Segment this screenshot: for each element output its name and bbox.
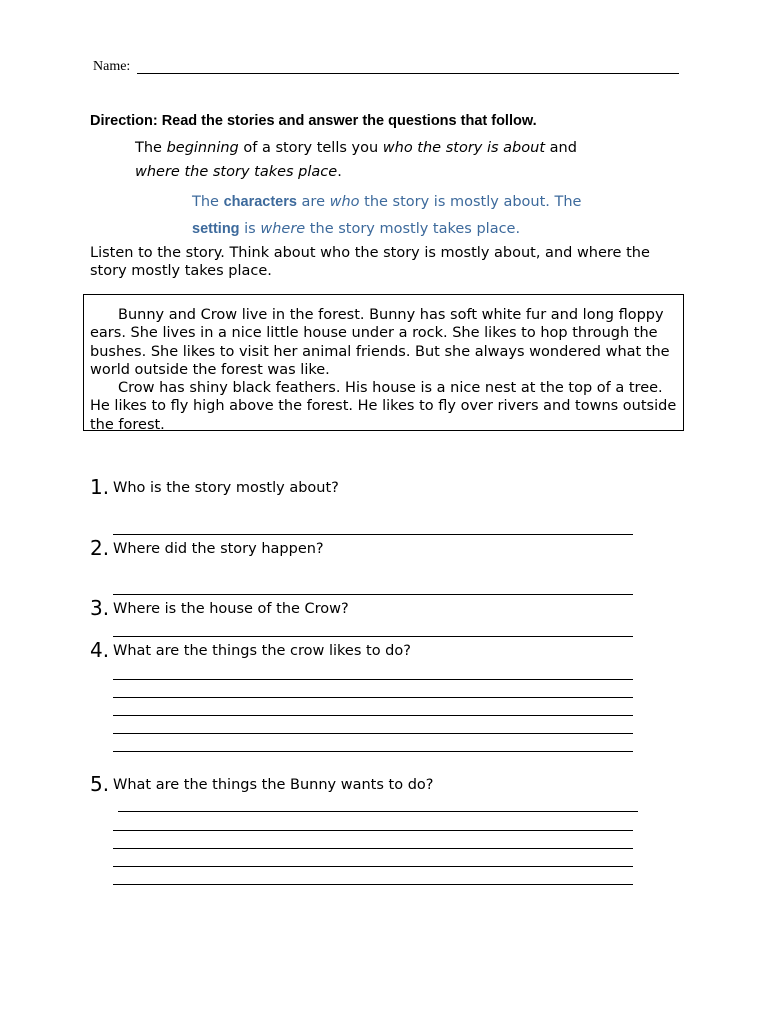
name-row xyxy=(93,58,693,78)
definition-setting xyxy=(192,216,652,243)
intro-text-segment: . xyxy=(337,164,342,180)
answer-line-4b[interactable] xyxy=(113,697,633,698)
intro-emphasis-who: who the story is about xyxy=(382,140,546,156)
definition-emphasis-who: who xyxy=(329,194,360,210)
intro-line-1 xyxy=(135,136,595,160)
intro-emphasis-beginning: beginning xyxy=(166,140,239,156)
answer-line-4e[interactable] xyxy=(113,751,633,752)
intro-emphasis-where: where the story takes place xyxy=(135,164,338,180)
question-number-1: 1. xyxy=(90,475,110,499)
intro-text xyxy=(135,136,595,184)
term-setting: setting xyxy=(192,221,240,237)
direction-heading: Direction: Read the stories and answer the questions that follow. xyxy=(90,113,537,129)
definition-emphasis-where: where xyxy=(260,221,306,237)
story-paragraph-2: Crow has shiny black feathers. His house is a nice nest at the top of a tree. He likes to fly high above the forest. He likes to fly over rivers and towns outside the forest. xyxy=(90,380,677,433)
definition-text-segment: the story is mostly about. The xyxy=(359,194,582,210)
definitions-block xyxy=(192,189,652,243)
question-text-4: What are the things the crow likes to do? xyxy=(113,643,411,659)
answer-line-5c[interactable] xyxy=(113,848,633,849)
intro-text-segment: and xyxy=(545,140,577,156)
definition-text-segment: The xyxy=(192,194,224,210)
answer-line-5d[interactable] xyxy=(113,866,633,867)
story-paragraph-1: Bunny and Crow live in the forest. Bunny has soft white fur and long floppy ears. She lives in a nice little house under a rock. She likes to hop through the bushes. She likes to visit her animal friends. But she always wondered what the world outside the forest was like. xyxy=(90,307,670,378)
question-text-3: Where is the house of the Crow? xyxy=(113,601,349,617)
listen-instruction: Listen to the story. Think about who the story is mostly about, and where the story mostly takes place. xyxy=(90,245,650,279)
question-text-2: Where did the story happen? xyxy=(113,541,324,557)
term-characters: characters xyxy=(223,194,297,210)
answer-line-1[interactable] xyxy=(113,534,633,535)
answer-line-3[interactable] xyxy=(113,636,633,637)
question-number-3: 3. xyxy=(90,596,110,620)
question-number-4: 4. xyxy=(90,638,110,662)
answer-line-4c[interactable] xyxy=(113,715,633,716)
intro-text-segment: of a story tells you xyxy=(238,140,383,156)
definition-text-segment: the story mostly takes place. xyxy=(305,221,521,237)
name-answer-line[interactable] xyxy=(137,73,679,74)
story-text xyxy=(90,306,680,434)
question-number-2: 2. xyxy=(90,536,110,560)
question-text-1: Who is the story mostly about? xyxy=(113,480,339,496)
intro-text-segment: The xyxy=(135,140,167,156)
definition-text-segment: is xyxy=(239,221,261,237)
question-number-5: 5. xyxy=(90,772,110,796)
answer-line-2[interactable] xyxy=(113,594,633,595)
answer-line-5e[interactable] xyxy=(113,884,633,885)
question-text-5: What are the things the Bunny wants to do? xyxy=(113,777,434,793)
definition-text-segment: are xyxy=(296,194,330,210)
intro-line-2 xyxy=(135,160,595,184)
answer-line-4a[interactable] xyxy=(113,679,633,680)
answer-line-5a[interactable] xyxy=(118,811,638,812)
definition-characters xyxy=(192,189,652,216)
answer-line-5b[interactable] xyxy=(113,830,633,831)
name-label: Name: xyxy=(93,59,131,74)
answer-line-4d[interactable] xyxy=(113,733,633,734)
